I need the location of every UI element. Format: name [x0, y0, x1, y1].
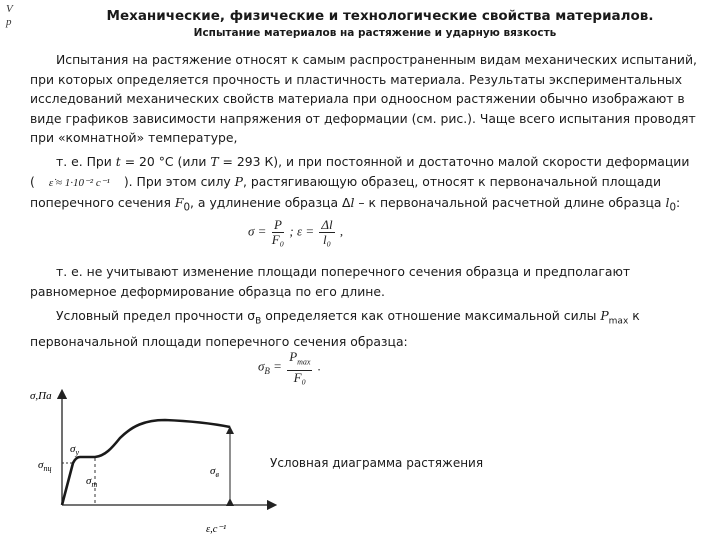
text-segment: , а удлинение образца Δ	[190, 195, 351, 210]
subscript: max	[608, 316, 629, 327]
label-sigma-pts	[38, 459, 51, 473]
formula-part: P	[289, 349, 298, 364]
paragraph-note	[30, 262, 698, 301]
denominator: F₀	[271, 232, 285, 247]
text-segment: , растягивающую образец, относят к первоначальной площади поперечного сечения	[30, 173, 662, 210]
formula-part: ,	[339, 223, 344, 239]
symbol-P: P	[234, 173, 243, 189]
diagram-caption: Условная диаграмма растяжения	[270, 456, 484, 470]
label-subscript: т	[91, 480, 98, 489]
label-symbol: σ	[70, 443, 76, 455]
paragraph-intro	[30, 50, 698, 148]
corner-mark-line-1: V	[6, 3, 13, 15]
symbol-F: F	[174, 195, 184, 210]
subscript: B	[255, 316, 262, 327]
subscript: max	[297, 357, 311, 367]
fraction	[319, 218, 334, 247]
paragraph-intro-text: Испытания на растяжение относят к самым распространенным видам механических испытаний, при которых определяется прочность и пластичность материала. Результаты экспериментальных исследований механических свойств материала при одноосном растяжении обычно изображают в виде графиков зависимости напряжения от деформации (см. рис.). Чаще всего испытания проводят при «комнатной» температуре,	[30, 52, 697, 145]
subscript: 0	[669, 201, 677, 214]
symbol-l: l	[665, 195, 670, 210]
numerator	[287, 350, 312, 371]
strain-rate-formula: ε̇ ≈ 1·10⁻² c⁻¹	[48, 176, 110, 189]
stress-strain-formula	[248, 218, 343, 247]
text-segment: – к первоначальной расчетной длине образца	[354, 195, 666, 210]
label-symbol: σ	[38, 459, 44, 471]
numerator: Δl	[321, 217, 333, 232]
paragraph-note-text: т. е. не учитывают изменение площади поперечного сечения образца и предполагают равномерное деформирование образца по его длине.	[30, 264, 631, 299]
subscript: B	[264, 365, 270, 376]
corner-mark-line-2: p	[6, 16, 12, 28]
stress-strain-curve	[62, 420, 230, 505]
text-segment: т. е. При	[56, 154, 116, 169]
formula-part: σ	[258, 358, 265, 374]
label-symbol: σ	[210, 465, 216, 477]
y-axis-label: σ,Па	[30, 390, 52, 402]
formula-part: ; ε =	[289, 223, 315, 239]
label-symbol: σ	[86, 475, 92, 487]
page-title: Механические, физические и технологические свойства материалов.	[106, 8, 654, 24]
text-segment: :	[676, 195, 681, 210]
x-axis-label: ε,c⁻¹	[206, 524, 227, 535]
text-segment: определяется как отношение максимальной силы	[261, 308, 601, 323]
label-sigma-t	[86, 475, 97, 489]
text-segment: ). При этом силу	[123, 173, 235, 189]
text-segment: = 293 К), и при постоянной и достаточно малой скорости деформации (	[30, 154, 690, 189]
symbol-l: l	[350, 195, 355, 210]
tensile-diagram	[30, 380, 290, 535]
numerator: P	[272, 218, 284, 233]
formula-part: σ =	[248, 223, 267, 239]
label-subscript: в	[215, 470, 219, 479]
label-subscript: пц	[43, 464, 52, 473]
text-segment: к первоначальной площади поперечного сечения образца:	[30, 308, 640, 349]
denominator: l₀	[322, 232, 332, 247]
symbol-T: T	[210, 154, 219, 169]
symbol-t: t	[115, 154, 121, 169]
label-sigma-v	[210, 465, 219, 479]
text-segment: = 20 °C (или	[120, 154, 211, 169]
formula-part: =	[273, 358, 282, 374]
subscript: 0	[183, 201, 191, 214]
paragraph-strength	[30, 306, 698, 351]
page-subtitle: Испытание материалов на растяжение и ударную вязкость	[193, 27, 557, 39]
label-sigma-y	[70, 443, 79, 457]
denominator: F₀	[293, 369, 307, 385]
formula-part: .	[317, 358, 321, 374]
text-segment: Условный предел прочности σ	[56, 308, 256, 323]
label-subscript: у	[75, 448, 79, 457]
symbol-P: P	[600, 308, 609, 323]
fraction	[287, 350, 312, 385]
paragraph-conditions	[30, 152, 698, 218]
fraction	[272, 218, 284, 247]
